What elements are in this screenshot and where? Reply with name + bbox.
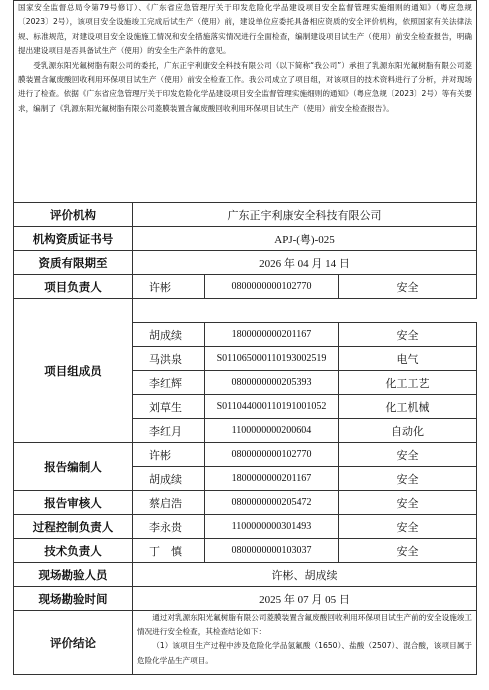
cert-value: APJ-(粤)-025: [133, 227, 477, 251]
person-cert: S011044000110191001052: [205, 395, 339, 419]
reviewer-label: 报告审核人: [14, 491, 133, 515]
intro-text: [14, 1, 477, 203]
tech-row: [14, 539, 477, 563]
org-value: 广东正宇利康安全科技有限公司: [133, 203, 477, 227]
person-name: 李永贵: [133, 515, 205, 539]
person-cert: 0800000000205472: [205, 491, 339, 515]
writers-label: 报告编制人: [14, 443, 133, 491]
person-role: 安全: [339, 491, 477, 515]
person-name: 刘草生: [133, 395, 205, 419]
person-name: 马洪泉: [133, 347, 205, 371]
member-row: [14, 299, 477, 323]
person-role: 电气: [339, 347, 477, 371]
person-name: 胡成续: [133, 467, 205, 491]
person-name: 李红月: [133, 419, 205, 443]
person-cert: 0800000000102770: [205, 275, 339, 299]
conclusion-paragraph-1: 通过对乳源东阳光氟树脂有限公司菱膜装置含氟废酸回收利用环保项目试生产前的安全设施竣工情况进行安全检查，其检查结论如下：: [137, 613, 473, 637]
intro-paragraph-2: 受乳源东阳光氟树脂有限公司的委托，广东正宇利康安全科技有限公司（以下简称“我公司”）承担了乳源东阳光氟树脂有限公司菱膜装置含氟废酸回收利用环保项目试生产（使用）前安全检查工作。我公司成立了项目组，对该项目的技术资料进行了分析，并对现场进行了检查。依据《广东省应急管理厅关于印发危险化学品建设项目安全监督管理实施细则的通知》（粤应急规〔2023〕2号）等有关要求，编制了《乳源东阳光氟树脂有限公司菱膜装置含氟废酸回收利用环保项目试生产（使用）前安全检查报告》。: [18, 60, 473, 113]
cert-label: 机构资质证书号: [14, 227, 133, 251]
person-role: 自动化: [339, 419, 477, 443]
person-cert: 1100000000200604: [205, 419, 339, 443]
cert-row: [14, 227, 477, 251]
person-role: 安全: [339, 323, 477, 347]
tech-label: 技术负责人: [14, 539, 133, 563]
leader-label: 项目负责人: [14, 275, 133, 299]
person-role: 安全: [339, 467, 477, 491]
members-label: 项目组成员: [14, 299, 133, 443]
person-cert: 1100000000301493: [205, 515, 339, 539]
process-label: 过程控制负责人: [14, 515, 133, 539]
person-cert: 0800000000102770: [205, 443, 339, 467]
expiry-label: 资质有限期至: [14, 251, 133, 275]
person-name: 胡成续: [133, 323, 205, 347]
expiry-row: [14, 251, 477, 275]
conclusion-row: [14, 611, 477, 675]
expiry-value: 2026 年 04 月 14 日: [133, 251, 477, 275]
person-name: 李红辉: [133, 371, 205, 395]
intro-paragraph-1: 国家安全监督总局令第79号修订）、《广东省应急管理厅关于印发危险化学品建设项目安全监督管理实施细则的通知》（粤应急规〔2023〕2号），该项目安全设施竣工完成后试生产（使用）前，建设单位应委托具备相应资质的安全评价机构，依照国家有关法律法规、标准规范，对建设项目安全设施施工情况和安全措施落实情况进行全面检查，编制建设项目试生产（使用）前安全检查报告，明确提出建设项目是否具备试生产（使用）的安全生产条件的意见。: [18, 3, 473, 56]
person-cert: 0800000000103037: [205, 539, 339, 563]
org-label: 评价机构: [14, 203, 133, 227]
survey-time-row: [14, 587, 477, 611]
person-cert: 0800000000205393: [205, 371, 339, 395]
person-role: 安全: [339, 275, 477, 299]
person-role: 化工工艺: [339, 371, 477, 395]
survey-label: 现场勘验人员: [14, 563, 133, 587]
person-name: 许彬: [133, 443, 205, 467]
person-role: 安全: [339, 539, 477, 563]
person-cert: 1800000000201167: [205, 323, 339, 347]
conclusion-paragraph-2: （1）该项目生产过程中涉及危险化学品氢氟酸（1650）、盐酸（2507）、混合酸，该项目属于危险化学品生产项目。: [137, 641, 473, 665]
report-info-table: [13, 0, 477, 675]
person-name: 许彬: [133, 275, 205, 299]
conclusion-text: [133, 611, 477, 675]
survey-value: 许彬、胡成续: [133, 563, 477, 587]
person-role: 化工机械: [339, 395, 477, 419]
survey-time-label: 现场勘验时间: [14, 587, 133, 611]
person-cert: 1800000000201167: [205, 467, 339, 491]
process-row: [14, 515, 477, 539]
person-role: 安全: [339, 515, 477, 539]
survey-time-value: 2025 年 07 月 05 日: [133, 587, 477, 611]
person-role: 安全: [339, 443, 477, 467]
leader-row: [14, 275, 477, 299]
intro-row: [14, 1, 477, 203]
person-name: 蔡启浩: [133, 491, 205, 515]
conclusion-label: 评价结论: [14, 611, 133, 675]
reviewer-row: [14, 491, 477, 515]
org-row: [14, 203, 477, 227]
writer-row: [14, 443, 477, 467]
person-name: 丁 慎: [133, 539, 205, 563]
survey-row: [14, 563, 477, 587]
person-cert: S011065000110193002519: [205, 347, 339, 371]
